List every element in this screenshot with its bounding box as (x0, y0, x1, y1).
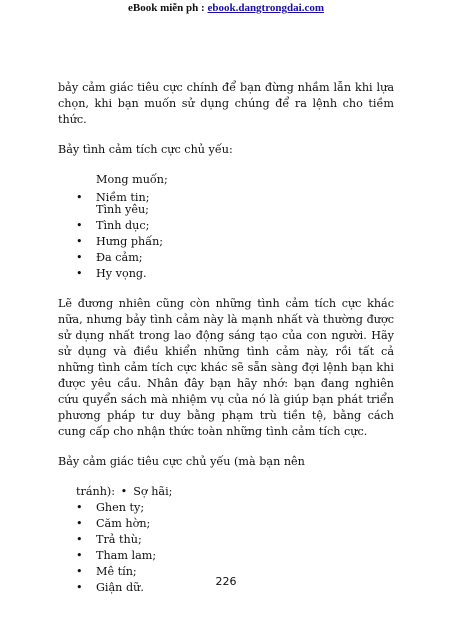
list-item (58, 202, 394, 218)
list-item (58, 266, 394, 282)
list-item (58, 516, 394, 532)
bullet-icon: • (76, 501, 83, 514)
body-paragraph: Lẽ đương nhiên cũng còn những tình cảm tích cực khác nữa, nhưng bảy tình cảm này là mạnh nhất và thường được sử dụng nhất trong lao động sáng tạo của con người. Hãy sử dụng và điều khiển những tình cảm này, rồi tất cả những tình cảm tích cực khác sẽ sẵn sàng đợi lệnh bạn khi được yêu cầu. Nhân đây bạn hãy nhớ: bạn đang nghiên cứu quyển sách mà nhiệm vụ của nó là giúp bạn phát triển phương pháp tư duy bằng phạm trù tiền tệ, bằng cách cung cấp cho nhận thức toàn những tình cảm tích cực. (58, 297, 394, 438)
list-item-label: Ghen ty; (96, 501, 145, 514)
page-content (58, 80, 394, 596)
bullet-icon: • (76, 267, 83, 280)
bullet-icon: • (76, 251, 83, 264)
list-item-label: Căm hờn; (96, 517, 151, 530)
bullet-icon: • (76, 235, 83, 248)
bullet-icon: • (76, 191, 83, 204)
list-item-label: Tình dục; (96, 219, 150, 232)
page-header (0, 2, 452, 14)
list-item (58, 548, 394, 564)
list-item-label: Mê tín; (96, 565, 137, 578)
bullet-icon: • (76, 533, 83, 546)
header-link[interactable]: ebook.dangtrongdai.com (207, 2, 324, 14)
list-item (58, 250, 394, 266)
list-item (58, 218, 394, 234)
list-item-label: Giận dữ. (96, 581, 144, 594)
list-item-label: Tham lam; (96, 549, 157, 562)
positive-list (58, 190, 394, 282)
list-item-label: Hưng phấn; (96, 235, 164, 248)
intro-paragraph: bảy cảm giác tiêu cực chính để bạn đừng nhầm lẫn khi lựa chọn, khi bạn muốn sử dụng chúng để ra lệnh cho tiềm thức. (58, 81, 394, 126)
list-item-label: Đa cảm; (96, 251, 143, 264)
list-item (58, 234, 394, 250)
list-item (58, 532, 394, 548)
negative-heading: Bảy cảm giác tiêu cực chủ yếu (mà bạn nên (58, 455, 305, 468)
negative-first-item: Sợ hãi; (133, 485, 173, 498)
bullet-icon: • (76, 219, 83, 232)
bullet-icon: • (76, 565, 83, 578)
negative-heading-tail: tránh): (76, 485, 116, 498)
list-item-label: Trả thù; (96, 533, 142, 546)
list-item-label: Hy vọng. (96, 267, 147, 280)
page-number: 226 (215, 575, 237, 588)
bullet-icon: • (76, 517, 83, 530)
bullet-icon: • (76, 581, 83, 594)
negative-heading-continuation (58, 484, 394, 500)
list-item-label: Niềm tin; (96, 191, 150, 204)
bullet-icon: • (76, 549, 83, 562)
header-prefix: eBook miễn ph : (127, 2, 208, 14)
list-item-label: Tình yêu; (96, 203, 149, 216)
list-item (58, 500, 394, 516)
positive-heading: Bảy tình cảm tích cực chủ yếu: (58, 143, 233, 156)
positive-first-item: Mong muốn; (96, 173, 168, 186)
bullet-icon: • (120, 485, 128, 498)
